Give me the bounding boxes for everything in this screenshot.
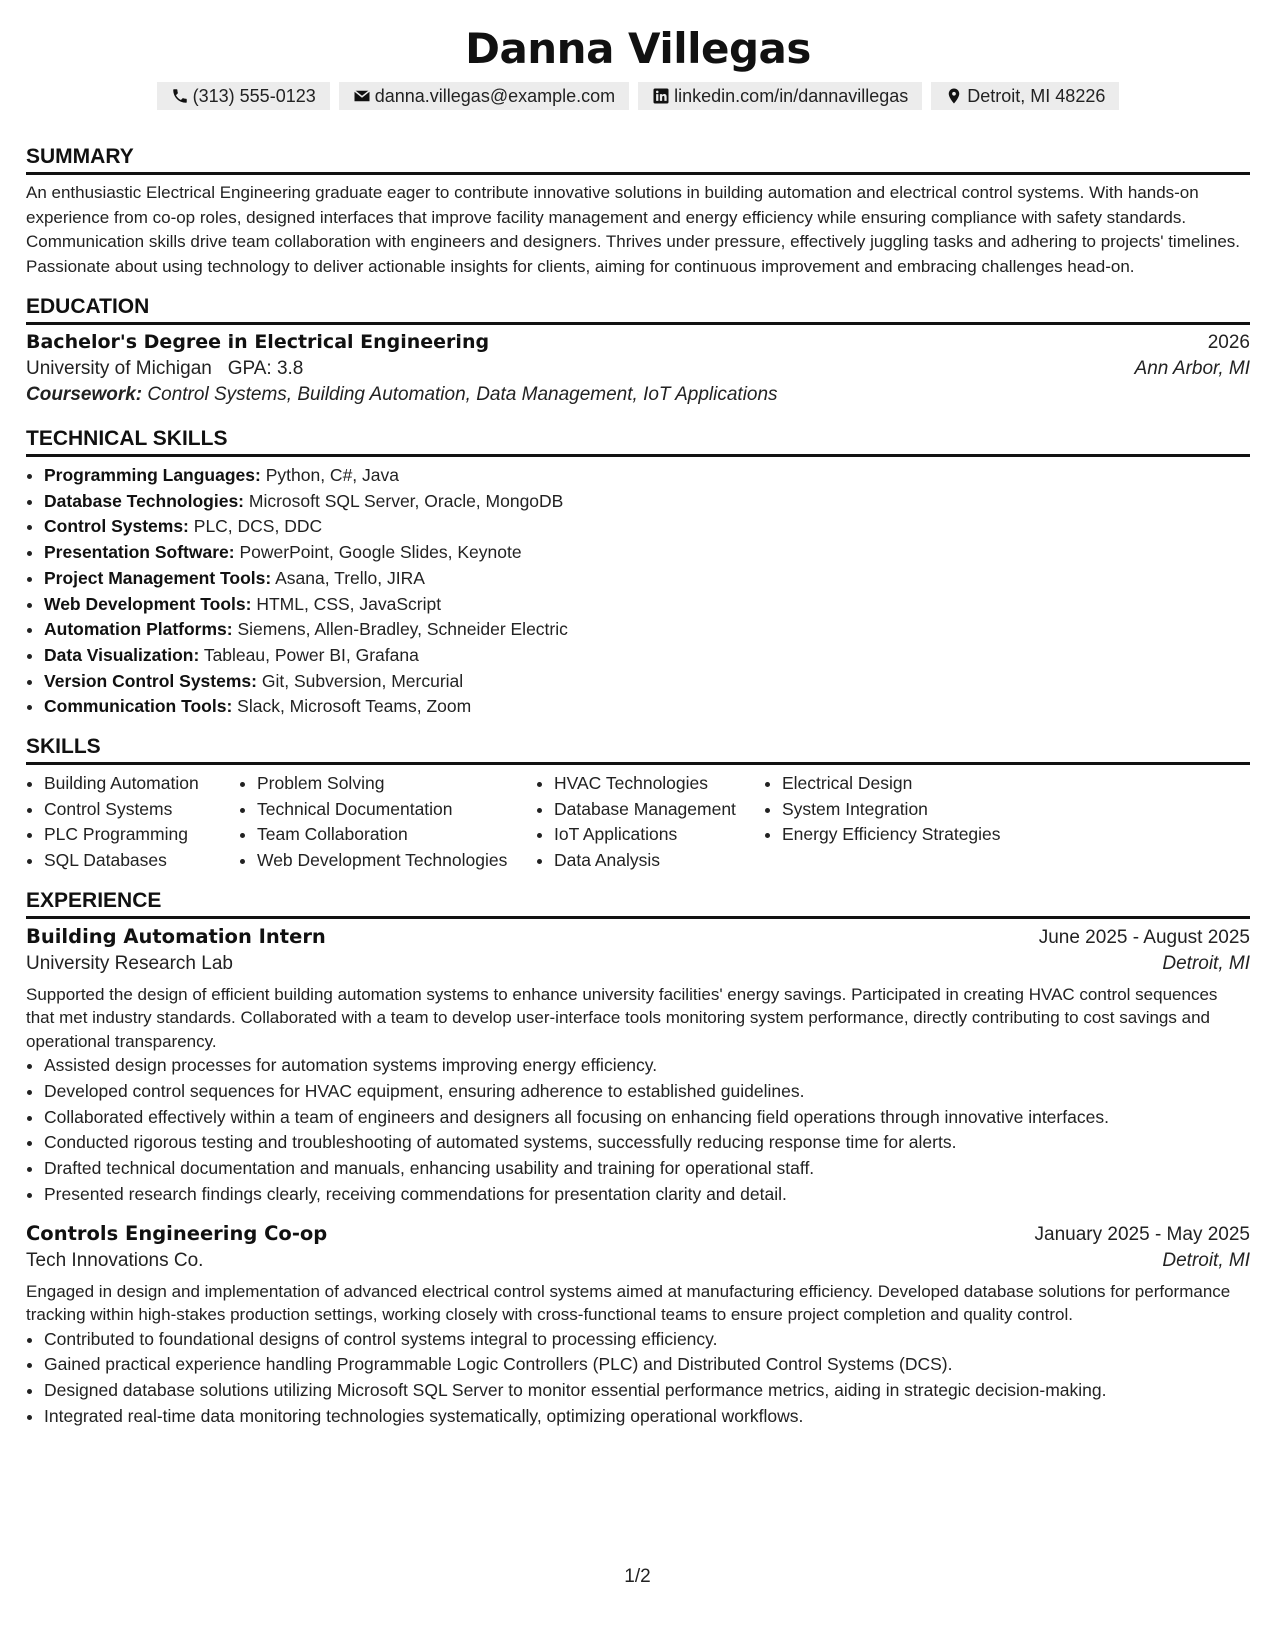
- job-entry: [26, 925, 1250, 1208]
- list-item: [44, 643, 1250, 669]
- map-pin-icon: [945, 87, 963, 105]
- education-row-1: [26, 331, 1250, 354]
- job-bullets: [26, 1327, 1250, 1430]
- linkedin-icon: [652, 87, 670, 105]
- phone-icon: [171, 87, 189, 105]
- list-item: • System Integration: [782, 797, 1042, 823]
- job-subheader: [26, 953, 1250, 975]
- summary-text: An enthusiastic Electrical Engineering graduate eager to contribute innovative solutions in building automation and electrical control systems. With hands-on experience from co-op roles, designed interfaces that improve facility management and energy efficiency while ensuring compliance with safety standards. Communication skills drive team collaboration with engineers and designers. Thrives under pressure, effectively juggling tasks and adhering to projects' timelines. Passionate about using technology to deliver actionable insights for clients, aiming for continuous improvement and embracing challenges head-on.: [26, 183, 1241, 276]
- education-heading: EDUCATION: [26, 294, 1250, 325]
- list-item: [44, 540, 1250, 566]
- skills-column-2: [239, 771, 536, 874]
- job-header: [26, 925, 1250, 949]
- list-item: • SQL Databases: [44, 848, 239, 874]
- resume-page: [26, 0, 1250, 1429]
- job-description: Supported the design of efficient building automation systems to enhance university facilities' energy savings. Participated in creating HVAC control sequences that met industry standards. Collaborated with a team to develop user-interface tools monitoring system performance, directly contributing to cost savings and operational transparency.: [26, 984, 1218, 1051]
- education-section: [26, 294, 1250, 406]
- skill-label: Control Systems:: [44, 516, 189, 537]
- skill-value: PowerPoint, Google Slides, Keynote: [239, 542, 522, 563]
- list-item: [44, 669, 1250, 695]
- school-name: University of Michigan: [26, 358, 212, 379]
- contact-email-text: danna.villegas@example.com: [374, 85, 616, 106]
- job-title: Building Automation Intern: [26, 924, 326, 948]
- list-item: • Electrical Design: [782, 771, 1042, 797]
- contact-linkedin: [638, 82, 922, 110]
- list-item: [44, 463, 1250, 489]
- skills-section: [26, 734, 1250, 874]
- list-item: • Collaborated effectively within a team of engineers and designers all focusing on enhancing field operations through innovative interfaces.: [44, 1105, 1250, 1131]
- envelope-icon: [353, 87, 371, 105]
- list-item: [44, 489, 1250, 515]
- list-item: [44, 566, 1250, 592]
- list-item: • Contributed to foundational designs of control systems integral to processing efficiency.: [44, 1327, 1250, 1353]
- skills-column-4: [764, 771, 1042, 874]
- coursework-line: [26, 384, 1250, 406]
- job-bullets: [26, 1053, 1250, 1207]
- candidate-name: Danna Villegas: [465, 24, 811, 73]
- list-item: • Problem Solving: [257, 771, 536, 797]
- job-header: [26, 1222, 1250, 1246]
- list-item: • Team Collaboration: [257, 822, 536, 848]
- skill-value: Python, C#, Java: [265, 465, 399, 485]
- list-item: • Web Development Technologies: [257, 848, 536, 874]
- job-title: Controls Engineering Co-op: [26, 1221, 328, 1245]
- skill-value: Siemens, Allen-Bradley, Schneider Electric: [237, 619, 568, 640]
- skills-column-1: [26, 771, 239, 874]
- summary-section: [26, 144, 1250, 279]
- job-company: Tech Innovations Co.: [26, 1249, 204, 1271]
- list-item: • Building Automation: [44, 771, 239, 797]
- skill-value: Microsoft SQL Server, Oracle, MongoDB: [248, 490, 564, 511]
- job-location: Detroit, MI: [1162, 1249, 1250, 1271]
- contact-linkedin-text: linkedin.com/in/dannavillegas: [674, 85, 909, 106]
- list-item: [44, 592, 1250, 618]
- list-item: • Energy Efficiency Strategies: [782, 822, 1042, 848]
- job-subheader: [26, 1250, 1250, 1272]
- list-item: • Database Management: [554, 797, 764, 823]
- skill-value: Tableau, Power BI, Grafana: [203, 644, 419, 665]
- skill-value: HTML, CSS, JavaScript: [256, 593, 442, 614]
- skill-label: Presentation Software:: [44, 542, 235, 563]
- list-item: • Data Analysis: [554, 848, 764, 874]
- list-item: • Developed control sequences for HVAC equipment, ensuring adherence to established guidelines.: [44, 1079, 1250, 1105]
- contact-location-text: Detroit, MI 48226: [967, 85, 1106, 106]
- skill-label: Web Development Tools:: [44, 593, 252, 614]
- summary-heading: SUMMARY: [26, 144, 1250, 175]
- job-location: Detroit, MI: [1162, 952, 1250, 974]
- skills-grid: [26, 771, 1250, 874]
- coursework-label: Coursework:: [26, 384, 143, 405]
- skills-heading: SKILLS: [26, 734, 1250, 765]
- job-entry: [26, 1222, 1250, 1430]
- skill-label: Database Technologies:: [44, 490, 245, 511]
- list-item: [44, 514, 1250, 540]
- skill-label: Version Control Systems:: [44, 670, 257, 691]
- gpa: GPA: 3.8: [227, 358, 304, 379]
- list-item: • Drafted technical documentation and manuals, enhancing usability and training for operational staff.: [44, 1156, 1250, 1182]
- experience-section: [26, 888, 1250, 1430]
- list-item: • Integrated real-time data monitoring technologies systematically, optimizing operational workflows.: [44, 1404, 1250, 1430]
- list-item: • HVAC Technologies: [554, 771, 764, 797]
- list-item: • Control Systems: [44, 797, 239, 823]
- contact-bar: [26, 82, 1250, 110]
- skill-label: Communication Tools:: [44, 696, 233, 717]
- experience-heading: EXPERIENCE: [26, 888, 1250, 919]
- coursework-list: Control Systems, Building Automation, Data Management, IoT Applications: [147, 384, 778, 405]
- school-location: Ann Arbor, MI: [1134, 358, 1250, 379]
- skill-value: PLC, DCS, DDC: [193, 516, 323, 537]
- graduation-year: 2026: [1207, 332, 1250, 353]
- contact-phone-text: (313) 555-0123: [192, 85, 316, 106]
- skill-label: Automation Platforms:: [44, 619, 233, 640]
- education-row-2: [26, 358, 1250, 380]
- contact-email: [339, 82, 629, 110]
- skills-column-3: [536, 771, 764, 874]
- list-item: • Designed database solutions utilizing Microsoft SQL Server to monitor essential performance metrics, aiding in strategic decision-making.: [44, 1378, 1250, 1404]
- list-item: • Presented research findings clearly, receiving commendations for presentation clarity and detail.: [44, 1182, 1250, 1208]
- skill-value: Asana, Trello, JIRA: [275, 567, 425, 588]
- list-item: • IoT Applications: [554, 822, 764, 848]
- technical-skills-section: [26, 426, 1250, 720]
- contact-phone: [157, 82, 330, 110]
- technical-skills-heading: TECHNICAL SKILLS: [26, 426, 1250, 457]
- skill-label: Programming Languages:: [44, 465, 261, 485]
- list-item: • Technical Documentation: [257, 797, 536, 823]
- list-item: • Conducted rigorous testing and troubleshooting of automated systems, successfully reducing response time for alerts.: [44, 1130, 1250, 1156]
- skill-label: Data Visualization:: [44, 644, 200, 665]
- list-item: • Assisted design processes for automation systems improving energy efficiency.: [44, 1053, 1250, 1079]
- degree: Bachelor's Degree in Electrical Engineering: [26, 331, 490, 353]
- list-item: • Gained practical experience handling Programmable Logic Controllers (PLC) and Distributed Control Systems (DCS).: [44, 1352, 1250, 1378]
- list-item: [44, 617, 1250, 643]
- job-description: Engaged in design and implementation of advanced electrical control systems aimed at manufacturing efficiency. Developed database solutions for performance tracking within high-stakes production settings, working closely with cross-functional teams to ensure project completion and quality control.: [26, 1281, 1231, 1325]
- contact-location: [931, 82, 1119, 110]
- job-company: University Research Lab: [26, 952, 233, 974]
- skill-label: Project Management Tools:: [44, 567, 272, 588]
- school-line: [26, 358, 303, 380]
- technical-skills-list: [26, 463, 1250, 720]
- job-dates: June 2025 - August 2025: [1038, 926, 1250, 948]
- skill-value: Git, Subversion, Mercurial: [261, 670, 464, 691]
- page-number: 1/2: [624, 1566, 651, 1587]
- job-dates: January 2025 - May 2025: [1034, 1223, 1250, 1245]
- skill-value: Slack, Microsoft Teams, Zoom: [237, 696, 472, 717]
- list-item: • PLC Programming: [44, 822, 239, 848]
- list-item: [44, 694, 1250, 720]
